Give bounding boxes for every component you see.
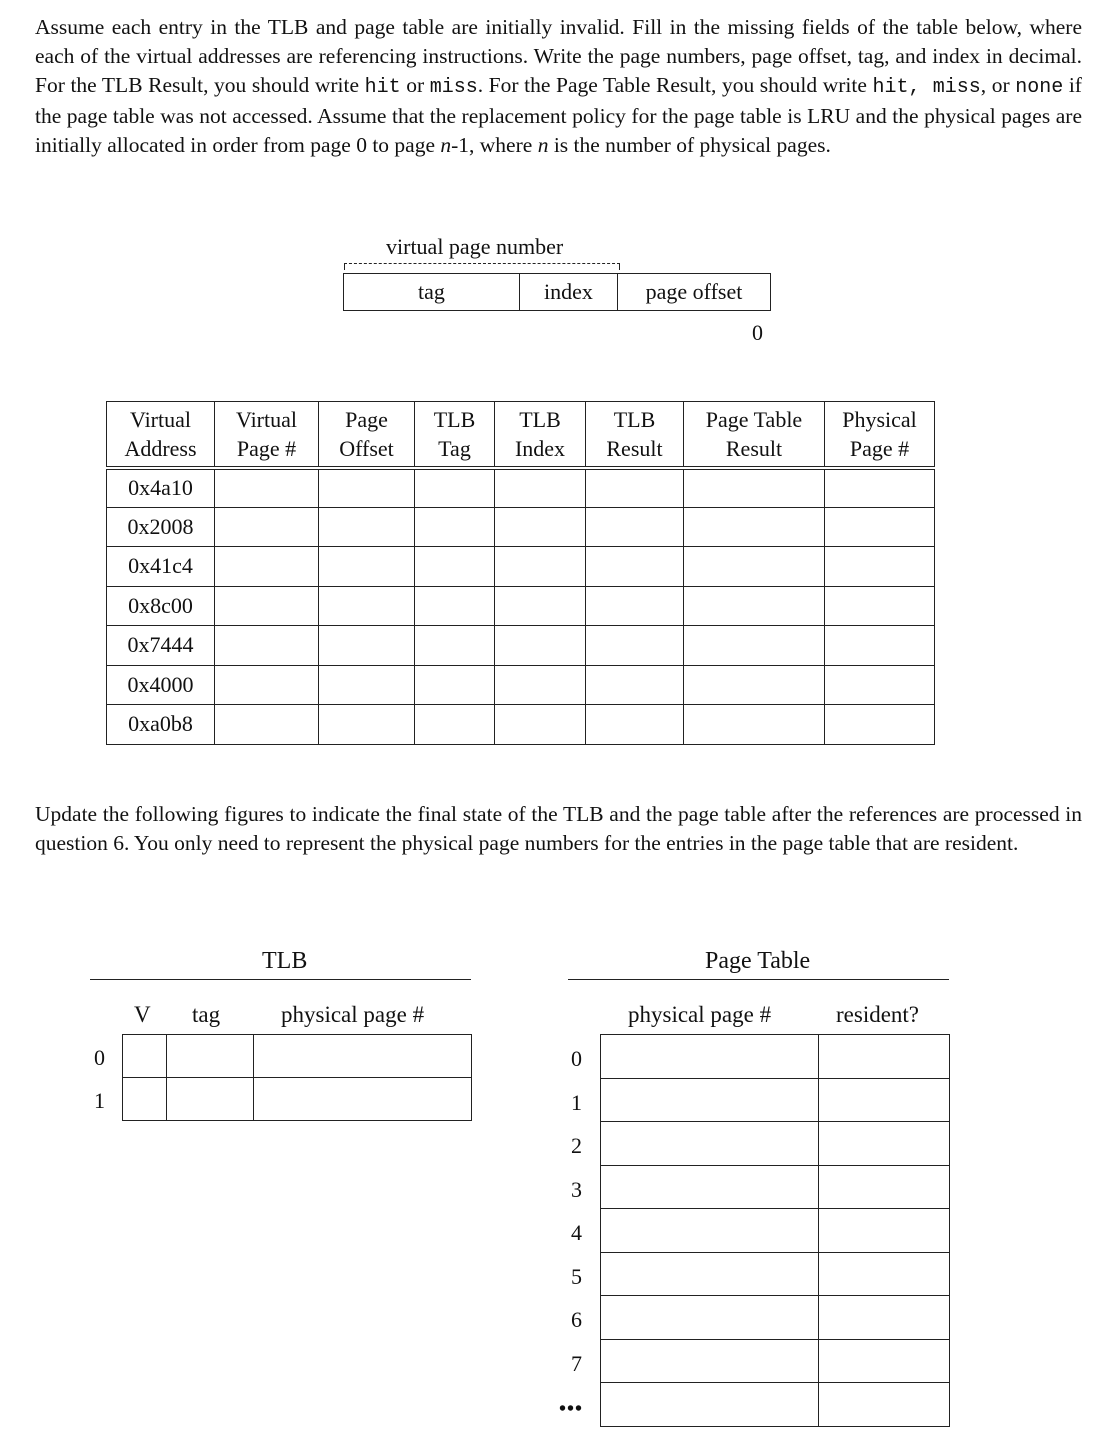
answer-cell[interactable] — [215, 468, 319, 508]
answer-cell[interactable] — [215, 626, 319, 666]
pt-row-index: 7 — [571, 1351, 582, 1376]
answer-cell[interactable] — [586, 547, 684, 587]
table-row — [107, 705, 935, 745]
pt-entry — [601, 1383, 950, 1427]
pt-row-index: 2 — [571, 1133, 582, 1158]
pt-row-index: 5 — [571, 1264, 582, 1289]
answer-cell[interactable] — [495, 468, 586, 508]
header-tlb-index: TLB Index — [495, 402, 586, 468]
answer-cell[interactable] — [319, 626, 415, 666]
pt-ppn-cell[interactable] — [601, 1078, 819, 1122]
tlb-entry — [123, 1078, 472, 1121]
pt-ppn-cell[interactable] — [601, 1035, 819, 1079]
tlb-col-physical-page: physical page # — [281, 1002, 425, 1027]
page-offset-field: page offset — [617, 274, 770, 310]
page-table-title: Page Table — [705, 948, 811, 974]
pt-entry — [601, 1035, 950, 1079]
header-virtual-address: Virtual Address — [107, 402, 215, 468]
answer-cell[interactable] — [319, 705, 415, 745]
pt-resident-cell[interactable] — [819, 1209, 950, 1253]
answer-cell[interactable] — [684, 705, 825, 745]
address-cell: 0x4000 — [107, 665, 215, 705]
answer-cell[interactable] — [415, 547, 495, 587]
pt-entry — [601, 1296, 950, 1340]
bit-zero-label: 0 — [752, 320, 763, 345]
tlb-tag-cell[interactable] — [167, 1078, 254, 1121]
answer-cell[interactable] — [319, 547, 415, 587]
answer-cell[interactable] — [825, 586, 935, 626]
tlb-ppn-cell[interactable] — [254, 1035, 472, 1078]
answer-cell[interactable] — [825, 705, 935, 745]
pt-resident-cell[interactable] — [819, 1252, 950, 1296]
pt-ppn-cell[interactable] — [601, 1383, 819, 1427]
pt-ppn-cell[interactable] — [601, 1209, 819, 1253]
answer-cell[interactable] — [319, 507, 415, 547]
table-row — [107, 507, 935, 547]
answer-cell[interactable] — [684, 626, 825, 666]
pt-entry — [601, 1209, 950, 1253]
answer-cell[interactable] — [215, 665, 319, 705]
header-tlb-tag: TLB Tag — [415, 402, 495, 468]
address-cell: 0x2008 — [107, 507, 215, 547]
index-field: index — [519, 274, 617, 310]
answer-cell[interactable] — [586, 665, 684, 705]
tlb-title-rule — [90, 979, 471, 980]
tlb-valid-cell[interactable] — [123, 1078, 167, 1121]
table-row — [107, 586, 935, 626]
pt-entry — [601, 1339, 950, 1383]
vpn-bracket — [344, 263, 620, 270]
answer-cell[interactable] — [215, 507, 319, 547]
answer-cell[interactable] — [825, 547, 935, 587]
page-table-grid — [600, 1034, 950, 1427]
pt-resident-cell[interactable] — [819, 1165, 950, 1209]
address-cell: 0x8c00 — [107, 586, 215, 626]
vpn-label: virtual page number — [386, 234, 564, 259]
answer-cell[interactable] — [319, 468, 415, 508]
address-cell: 0x4a10 — [107, 468, 215, 508]
pt-resident-cell[interactable] — [819, 1078, 950, 1122]
answer-cell[interactable] — [215, 705, 319, 745]
pt-col-physical-page: physical page # — [628, 1002, 772, 1027]
tag-field: tag — [418, 279, 445, 304]
tlb-ppn-cell[interactable] — [254, 1078, 472, 1121]
answer-cell[interactable] — [684, 586, 825, 626]
pt-entry — [601, 1078, 950, 1122]
pt-resident-cell[interactable] — [819, 1122, 950, 1166]
address-format-box — [343, 273, 771, 311]
answer-cell[interactable] — [684, 507, 825, 547]
tlb-grid — [122, 1034, 472, 1121]
intro-paragraph: Assume each entry in the TLB and page table are initially invalid. Fill in the missing fields of the table below, where each of the virtual addresses are referencing instructions. Write the page numbers, page offset, tag, and index in decimal. For the TLB Result, you should write hit or miss. For the Page Table Result, you should write hit, miss, or none if the page table was not accessed. Assume that the replacement policy for the page table is LRU and the physical pages are initially allocated in order from page 0 to page n-1, where n is the number of physical pages. — [35, 15, 1082, 157]
answer-cell[interactable] — [586, 507, 684, 547]
table-header-row — [107, 402, 935, 468]
answer-cell[interactable] — [495, 665, 586, 705]
tlb-row-index: 0 — [94, 1045, 105, 1070]
answer-cell[interactable] — [415, 507, 495, 547]
answer-cell[interactable] — [215, 586, 319, 626]
answer-cell[interactable] — [684, 665, 825, 705]
answer-cell[interactable] — [495, 626, 586, 666]
pt-ellipsis: ••• — [559, 1398, 584, 1420]
tlb-entry — [123, 1035, 472, 1078]
header-virtual-page: Virtual Page # — [215, 402, 319, 468]
tlb-tag-cell[interactable] — [167, 1035, 254, 1078]
pt-resident-cell[interactable] — [819, 1035, 950, 1079]
pt-row-index: 3 — [571, 1177, 582, 1202]
answer-cell[interactable] — [415, 705, 495, 745]
answer-cell[interactable] — [495, 705, 586, 745]
tlb-valid-cell[interactable] — [123, 1035, 167, 1078]
answer-cell[interactable] — [415, 468, 495, 508]
answer-cell[interactable] — [215, 547, 319, 587]
answer-cell[interactable] — [586, 468, 684, 508]
address-cell: 0x41c4 — [107, 547, 215, 587]
answer-cell[interactable] — [825, 626, 935, 666]
answer-cell[interactable] — [825, 507, 935, 547]
translation-table — [106, 401, 935, 745]
pt-ppn-cell[interactable] — [601, 1122, 819, 1166]
table-row — [107, 626, 935, 666]
answer-cell[interactable] — [586, 626, 684, 666]
table-row — [107, 468, 935, 508]
answer-cell[interactable] — [415, 665, 495, 705]
page-table-title-rule — [568, 979, 949, 980]
header-tlb-result: TLB Result — [586, 402, 684, 468]
address-cell: 0xa0b8 — [107, 705, 215, 745]
address-cell: 0x7444 — [107, 626, 215, 666]
pt-row-index: 4 — [571, 1220, 582, 1245]
pt-row-index: 1 — [571, 1090, 582, 1115]
answer-cell[interactable] — [586, 705, 684, 745]
tlb-col-valid: V — [134, 1002, 151, 1027]
pt-resident-cell[interactable] — [819, 1383, 950, 1427]
answer-cell[interactable] — [495, 507, 586, 547]
answer-cell[interactable] — [684, 547, 825, 587]
tlb-col-tag: tag — [192, 1002, 221, 1027]
answer-cell[interactable] — [586, 586, 684, 626]
answer-cell[interactable] — [415, 586, 495, 626]
answer-cell[interactable] — [495, 586, 586, 626]
tlb-row-index: 1 — [94, 1088, 105, 1113]
header-physical-page: Physical Page # — [825, 402, 935, 468]
pt-ppn-cell[interactable] — [601, 1339, 819, 1383]
answer-cell[interactable] — [319, 586, 415, 626]
answer-cell[interactable] — [415, 626, 495, 666]
table-row — [107, 665, 935, 705]
pt-ppn-cell[interactable] — [601, 1296, 819, 1340]
header-page-table-result: Page Table Result — [684, 402, 825, 468]
pt-row-index: 0 — [571, 1046, 582, 1071]
answer-cell[interactable] — [495, 547, 586, 587]
pt-ppn-cell[interactable] — [601, 1165, 819, 1209]
answer-cell[interactable] — [684, 468, 825, 508]
update-paragraph: Update the following figures to indicate the final state of the TLB and the page table after the references are processed in question 6. You only need to represent the physical page numbers for the entries in the page table that are resident. — [35, 802, 1082, 855]
pt-entry — [601, 1122, 950, 1166]
pt-resident-cell[interactable] — [819, 1339, 950, 1383]
table-row — [107, 547, 935, 587]
pt-entry — [601, 1252, 950, 1296]
answer-cell[interactable] — [825, 665, 935, 705]
answer-cell[interactable] — [825, 468, 935, 508]
header-page-offset: Page Offset — [319, 402, 415, 468]
pt-row-index: 6 — [571, 1307, 582, 1332]
pt-resident-cell[interactable] — [819, 1296, 950, 1340]
pt-entry — [601, 1165, 950, 1209]
answer-cell[interactable] — [319, 665, 415, 705]
pt-col-resident: resident? — [836, 1002, 920, 1027]
tlb-title: TLB — [262, 948, 308, 974]
pt-ppn-cell[interactable] — [601, 1252, 819, 1296]
